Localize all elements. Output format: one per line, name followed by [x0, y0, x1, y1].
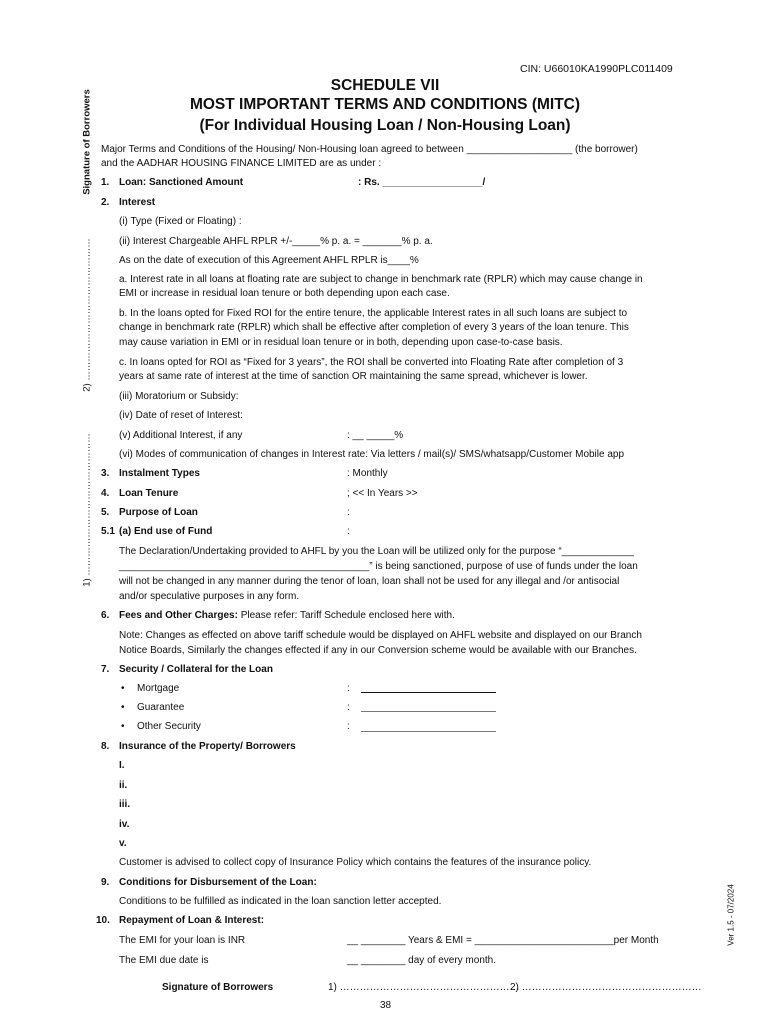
communication-modes: (vi) Modes of communication of changes in Interest rate: Via letters / mail(s)/ SMS/whatsapp/Customer Mobile app: [119, 449, 625, 460]
section-4-number: 4.: [101, 488, 110, 499]
clause-c-line-2: years at same rate of interest at the time of sanction OR maintaining the same spread, whichever is lower.: [119, 371, 588, 382]
side-signature-line-1: 1) ………………………………………: [81, 433, 93, 587]
clause-b-line-2: change in benchmark rate (RPLR) which shall be effective after completion of every 3 years of the loan tenure. This: [119, 322, 629, 333]
version-label: Ver 1.5 - 07/2024: [726, 884, 736, 946]
sanctioned-amount-field: : Rs. __________________/: [358, 177, 486, 188]
mitc-title: MOST IMPORTANT TERMS AND CONDITIONS (MITC): [189, 96, 581, 113]
security-guarantee-colon: :: [347, 702, 350, 713]
interest-type: (i) Type (Fixed or Floating) :: [119, 216, 242, 227]
footer-signature-line-2: 2) ………………………………………………: [510, 982, 702, 993]
note-line-2: Notice Boards, Similarly the changes effected if any in our Conversion scheme would be available with our Branches.: [119, 645, 637, 656]
rplr-as-on-date: As on the date of execution of this Agreement AHFL RPLR is____%: [119, 255, 419, 266]
section-9-text: Conditions to be fulfilled as indicated in the loan sanction letter accepted.: [119, 896, 442, 907]
section-5-1-number: 5.1: [101, 526, 115, 537]
section-5-1-label: (a) End use of Fund: [119, 526, 213, 537]
declaration-line-2: _____________________________________________” is being sanctioned, purpose of use of funds under the loan: [119, 561, 638, 572]
insurance-item-1: I.: [119, 760, 125, 771]
schedule-title: SCHEDULE VII: [330, 77, 440, 94]
security-other-colon: :: [347, 721, 350, 732]
bullet-icon: •: [121, 702, 125, 713]
section-7-number: 7.: [101, 664, 110, 675]
emi-label: The EMI for your loan is INR: [119, 935, 246, 946]
security-guarantee-label: Guarantee: [137, 702, 185, 713]
intro-line-2: and the AADHAR HOUSING FINANCE LIMITED are as under :: [101, 158, 382, 169]
section-6-number: 6.: [101, 610, 110, 621]
footer-signature-line-1: 1) ………………………………………………: [328, 982, 520, 993]
section-9-label: Conditions for Disbursement of the Loan:: [119, 877, 317, 888]
additional-interest-field: : __ _____%: [347, 430, 404, 441]
section-8-label: Insurance of the Property/ Borrowers: [119, 741, 296, 752]
section-3-label: Instalment Types: [119, 468, 200, 479]
section-7-label: Security / Collateral for the Loan: [119, 664, 273, 675]
bullet-icon: •: [121, 721, 125, 732]
other-security-field-line: [361, 731, 496, 732]
section-6-text: Please refer: Tariff Schedule enclosed here with.: [237, 610, 455, 621]
bullet-icon: •: [121, 683, 125, 694]
section-9-number: 9.: [101, 877, 110, 888]
emi-due-label: The EMI due date is: [119, 955, 209, 966]
cin-number: CIN: U66010KA1990PLC011409: [520, 63, 673, 75]
section-2-number: 2.: [101, 197, 110, 208]
section-4-label: Loan Tenure: [119, 488, 179, 499]
loan-tenure-value: ; << In Years >>: [347, 488, 418, 499]
section-3-number: 3.: [101, 468, 110, 479]
section-5-number: 5.: [101, 507, 110, 518]
intro-line-1: Major Terms and Conditions of the Housing/ Non-Housing loan agreed to between ___________________ (the borrower): [101, 144, 638, 155]
insurance-item-5: v.: [119, 838, 127, 849]
note-line-1: Note: Changes as effected on above tariff schedule would be displayed on AHFL website and displayed on our Branch: [119, 630, 642, 641]
declaration-line-3: will not be changed in any manner during the tenor of loan, loan shall not be used for any illegal and /or antisocial: [119, 576, 620, 587]
loan-type-title: (For Individual Housing Loan / Non-Housing Loan): [199, 117, 571, 134]
insurance-item-4: iv.: [119, 819, 130, 830]
declaration-line-1: The Declaration/Undertaking provided to AHFL by you the Loan will be utilized only for the purpose “_____________: [119, 546, 634, 557]
insurance-item-2: ii.: [119, 780, 128, 791]
section-6-line: [119, 609, 455, 622]
security-other-label: Other Security: [137, 721, 201, 732]
interest-chargeable: (ii) Interest Chargeable AHFL RPLR +/-_____% p. a. = _______% p. a.: [119, 236, 433, 247]
side-signature-label: Signature of Borrowers: [81, 89, 93, 195]
additional-interest-label: (v) Additional Interest, if any: [119, 430, 243, 441]
mortgage-field-line: [361, 692, 496, 693]
section-8-number: 8.: [101, 741, 110, 752]
purpose-value: :: [347, 507, 350, 518]
instalment-type-value: : Monthly: [347, 468, 388, 479]
section-1-number: 1.: [101, 177, 110, 188]
section-10-number: 10.: [96, 915, 110, 926]
clause-c-line-1: c. In loans opted for ROI as “Fixed for 3 years”, the ROI shall be converted into Floating Rate after completion of 3: [119, 357, 624, 368]
section-10-label: Repayment of Loan & Interest:: [119, 915, 265, 926]
end-use-value: :: [347, 526, 350, 537]
guarantee-field-line: [361, 711, 496, 712]
security-mortgage-label: Mortgage: [137, 683, 180, 694]
moratorium: (iii) Moratorium or Subsidy:: [119, 391, 239, 402]
reset-date: (iv) Date of reset of Interest:: [119, 410, 243, 421]
footer-signature-label: Signature of Borrowers: [162, 982, 274, 993]
insurance-item-3: iii.: [119, 799, 131, 810]
clause-b-line-1: b. In the loans opted for Fixed ROI for the entire tenure, the applicable Interest rates in all such loans are subject to: [119, 308, 628, 319]
section-2-label: Interest: [119, 197, 156, 208]
emi-field: __ ________ Years & EMI = _________________________per Month: [347, 935, 659, 946]
side-signature-line-2: 2) ………………………………………: [81, 238, 93, 392]
page-number: 38: [380, 1000, 392, 1011]
clause-b-line-3: may cause variation in EMI or in residual loan tenure or in both, depending upon case-to-case basis.: [119, 337, 563, 348]
security-mortgage-colon: :: [347, 683, 350, 694]
section-5-label: Purpose of Loan: [119, 507, 198, 518]
section-6-label: Fees and Other Charges:: [119, 610, 238, 621]
clause-a-line-1: a. Interest rate in all loans at floating rate are subject to change in benchmark rate (RPLR) which may cause change in: [119, 274, 643, 285]
clause-a-line-2: EMI or increase in residual loan tenure or both depending upon each case.: [119, 288, 450, 299]
declaration-line-4: and/or speculative purposes in any form.: [119, 591, 300, 602]
section-1-label: Loan: Sanctioned Amount: [119, 177, 244, 188]
insurance-advice: Customer is advised to collect copy of Insurance Policy which contains the features of the insurance policy.: [119, 857, 592, 868]
emi-due-field: __ ________ day of every month.: [347, 955, 496, 966]
